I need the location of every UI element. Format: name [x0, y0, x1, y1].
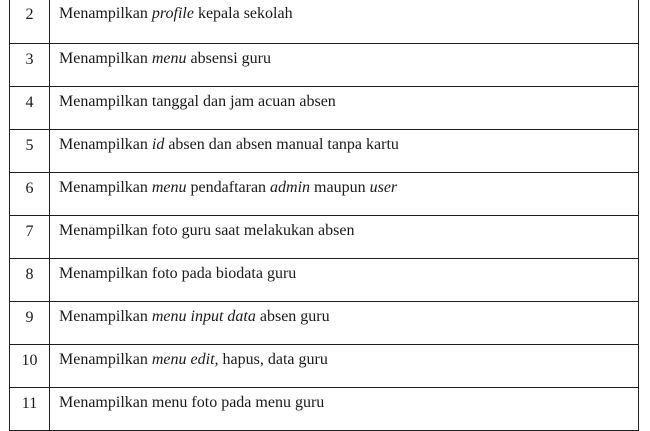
requirements-table [9, 0, 639, 431]
italic-term: user [369, 179, 398, 196]
text-segment: Menampilkan menu foto pada menu guru [59, 394, 325, 411]
row-number: 4 [10, 87, 50, 130]
text-segment: maupun [310, 179, 370, 196]
table-row [10, 44, 639, 87]
italic-term: menu [151, 179, 187, 196]
row-description [50, 216, 639, 259]
italic-term: profile [151, 5, 194, 22]
table-row [10, 345, 639, 388]
table-row [10, 388, 639, 431]
text-segment: Menampilkan foto pada biodata guru [59, 265, 297, 282]
text-segment: Menampilkan [59, 351, 152, 368]
table-row [10, 173, 639, 216]
text-segment: Menampilkan [59, 308, 152, 325]
row-number: 11 [10, 388, 50, 431]
italic-term: menu input data [151, 308, 256, 325]
row-description [50, 388, 639, 431]
text-segment: absen dan absen manual tanpa kartu [164, 136, 399, 153]
row-description [50, 44, 639, 87]
text-segment: Menampilkan [59, 5, 152, 22]
row-description [50, 130, 639, 173]
row-description [50, 0, 639, 44]
row-description [50, 259, 639, 302]
row-number: 10 [10, 345, 50, 388]
text-segment: Menampilkan [59, 136, 152, 153]
text-segment: hapus, data guru [218, 351, 328, 368]
table-row [10, 302, 639, 345]
row-number: 5 [10, 130, 50, 173]
italic-term: menu edit, [151, 351, 219, 368]
text-segment: absensi guru [186, 50, 271, 67]
table-row [10, 0, 639, 44]
row-description [50, 173, 639, 216]
italic-term: menu [151, 50, 187, 67]
text-segment: kepala sekolah [193, 5, 293, 22]
text-segment: absen guru [255, 308, 330, 325]
text-segment: Menampilkan [59, 179, 152, 196]
row-number: 6 [10, 173, 50, 216]
table-row [10, 259, 639, 302]
row-description [50, 302, 639, 345]
row-number: 3 [10, 44, 50, 87]
text-segment: Menampilkan [59, 50, 152, 67]
text-segment: Menampilkan foto guru saat melakukan absen [59, 222, 355, 239]
table-row [10, 216, 639, 259]
table-row [10, 130, 639, 173]
text-segment: pendaftaran [186, 179, 271, 196]
italic-term: admin [270, 179, 311, 196]
table-row [10, 87, 639, 130]
row-description [50, 345, 639, 388]
row-number: 2 [10, 0, 50, 44]
row-number: 9 [10, 302, 50, 345]
italic-term: id [151, 136, 165, 153]
row-number: 8 [10, 259, 50, 302]
row-number: 7 [10, 216, 50, 259]
row-description [50, 87, 639, 130]
text-segment: Menampilkan tanggal dan jam acuan absen [59, 93, 336, 110]
